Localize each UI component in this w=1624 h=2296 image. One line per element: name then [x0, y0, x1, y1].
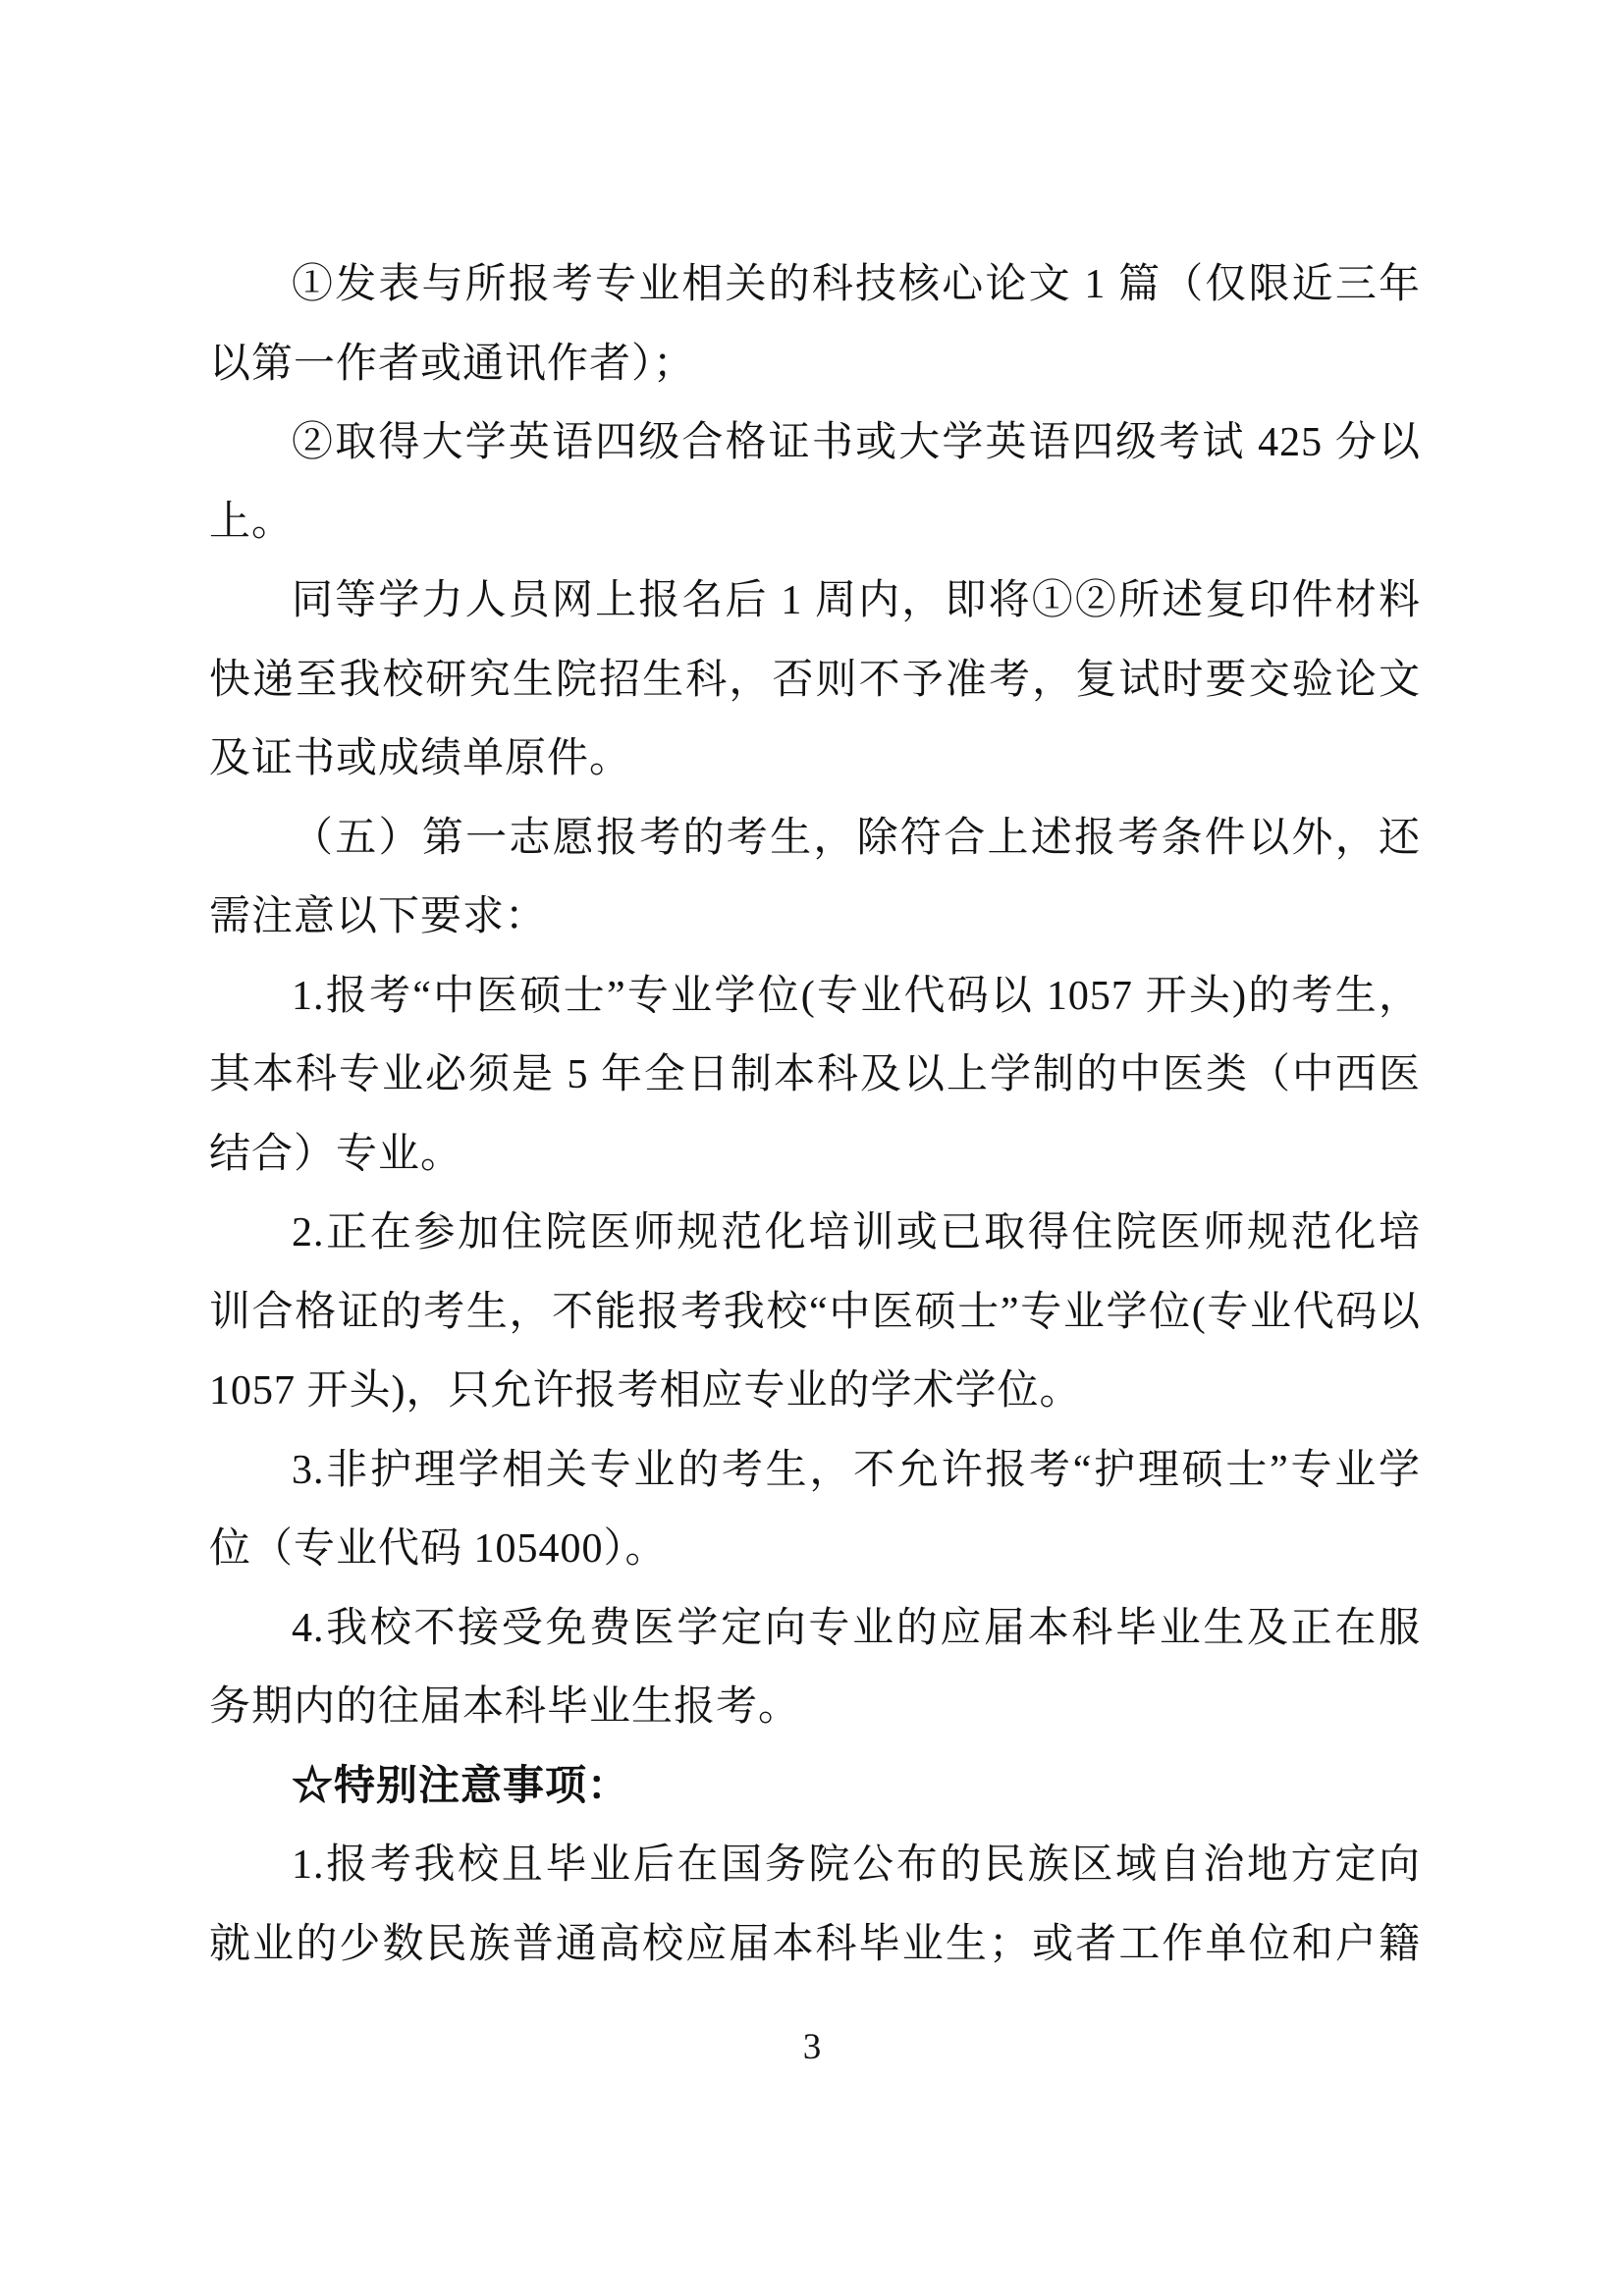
text-line: 1.报考我校且毕业后在国务院公布的民族区域自治地方定向 [292, 1842, 1421, 1888]
text-line: 1.报考“中医硕士”专业学位(专业代码以 1057 开头)的考生， [292, 973, 1421, 1019]
text-line: 上。 [209, 499, 295, 545]
section-heading-line: ☆特别注意事项： [292, 1763, 630, 1809]
text-line: 就业的少数民族普通高校应届本科毕业生；或者工作单位和户籍 [209, 1921, 1421, 1967]
page-number: 3 [802, 2027, 822, 2067]
text-line: ②取得大学英语四级合格证书或大学英语四级考试 425 分以 [292, 420, 1421, 465]
text-line: 同等学力人员网上报名后 1 周内，即将①②所述复印件材料 [292, 578, 1421, 623]
text-line: 快递至我校研究生院招生科，否则不予准考，复试时要交验论文 [209, 657, 1421, 703]
text-line: 以第一作者或通讯作者）； [209, 341, 696, 387]
text-line: 结合）专业。 [209, 1131, 463, 1177]
text-line: 务期内的往届本科毕业生报考。 [209, 1684, 801, 1730]
text-line: 位（专业代码 105400）。 [209, 1526, 668, 1572]
text-line: ①发表与所报考专业相关的科技核心论文 1 篇（仅限近三年 [292, 262, 1421, 307]
text-line: （五）第一志愿报考的考生，除符合上述报考条件以外，还 [292, 815, 1421, 861]
document-body [209, 245, 1421, 1984]
text-line: 4.我校不接受免费医学定向专业的应届本科毕业生及正在服 [292, 1605, 1421, 1651]
text-line: 3.非护理学相关专业的考生，不允许报考“护理硕士”专业学 [292, 1447, 1421, 1493]
text-line: 需注意以下要求： [209, 894, 548, 939]
text-line: 1057 开头)，只允许报考相应专业的学术学位。 [209, 1368, 1082, 1414]
text-line: 其本科专业必须是 5 年全日制本科及以上学制的中医类（中西医 [209, 1052, 1421, 1097]
text-line: 及证书或成绩单原件。 [209, 736, 632, 781]
text-line: 2.正在参加住院医师规范化培训或已取得住院医师规范化培 [292, 1210, 1421, 1255]
text-line: 训合格证的考生，不能报考我校“中医硕士”专业学位(专业代码以 [209, 1289, 1421, 1335]
